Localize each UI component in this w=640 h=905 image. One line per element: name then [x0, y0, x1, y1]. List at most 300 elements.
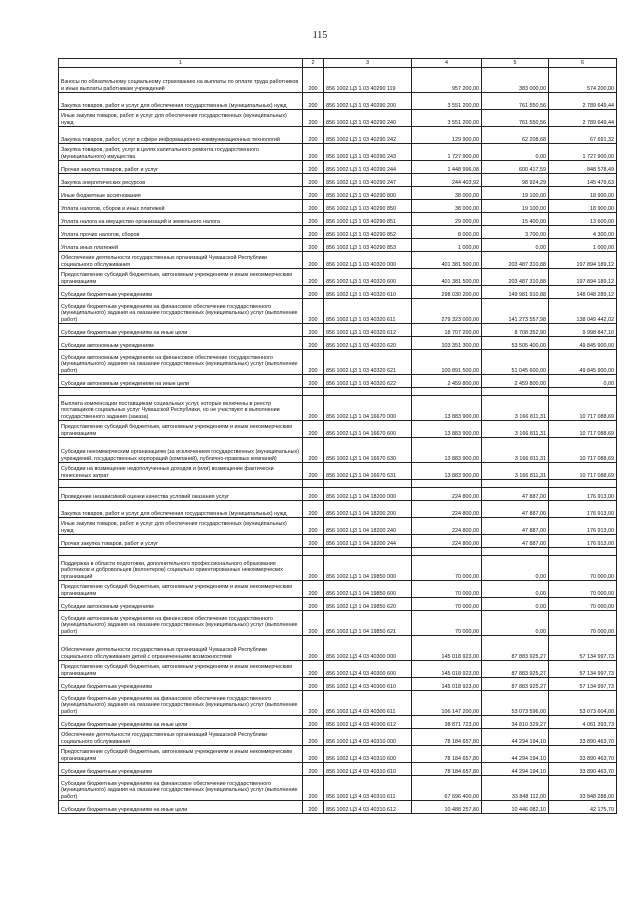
executed-amount-cell: 44 294 194,10: [482, 763, 549, 776]
executed-amount-cell: 0,00: [482, 556, 549, 581]
table-row: [59, 678, 617, 691]
approved-amount-cell: 78 184 657,80: [412, 729, 482, 746]
approved-amount-cell: 70 000,00: [412, 556, 482, 581]
line-code-cell: 200: [303, 161, 324, 174]
approved-amount-cell: 1 448 996,08: [412, 161, 482, 174]
executed-amount-cell: 47 887,00: [482, 488, 549, 501]
budget-classification-cell: 856 1002 Ц3 1 03 40320 622: [324, 375, 412, 388]
remaining-amount-cell: 57 134 997,73: [549, 636, 617, 661]
budget-classification-cell: 856 1002 Ц3 1 04 19850 621: [324, 611, 412, 636]
budget-classification-cell: 856 1002 Ц3 1 03 40320 612: [324, 324, 412, 337]
table-row: [59, 501, 617, 518]
budget-classification-cell: 856 1002 Ц3 4 03 40310 000: [324, 729, 412, 746]
approved-amount-cell: 1 727 900,00: [412, 144, 482, 161]
line-code-cell: 200: [303, 438, 324, 463]
remaining-amount-cell: 148 048 289,12: [549, 286, 617, 299]
remaining-amount-cell: 176 913,00: [549, 518, 617, 535]
column-number: 4: [412, 59, 482, 68]
remaining-amount-cell: 70 000,00: [549, 598, 617, 611]
table-row: [59, 438, 617, 463]
table-row: [59, 269, 617, 286]
expense-name-cell: Субсидии автономным учреждениям на финансовое обеспечение государственного (муниципального) задания на оказание государственных (муниципальных) услуг (выполнение работ): [59, 350, 303, 375]
approved-amount-cell: 224 800,00: [412, 535, 482, 548]
table-row: [59, 286, 617, 299]
approved-amount-cell: 78 184 657,80: [412, 763, 482, 776]
expense-name-cell: Субсидии бюджетным учреждениям: [59, 678, 303, 691]
table-row: [59, 598, 617, 611]
expense-name-cell: Уплата иных платежей: [59, 239, 303, 252]
approved-amount-cell: 38 000,00: [412, 200, 482, 213]
line-code-cell: 200: [303, 661, 324, 678]
expense-name-cell: Субсидии на возмещение недополученных доходов и (или) возмещение фактически понесенных затрат: [59, 463, 303, 480]
budget-classification-cell: 856 1002 Ц3 1 04 18200 240: [324, 518, 412, 535]
line-code-cell: 200: [303, 716, 324, 729]
line-code-cell: 200: [303, 239, 324, 252]
table-row: [59, 187, 617, 200]
spacer-row: [59, 480, 617, 488]
budget-classification-cell: 856 1002 Ц3 1 04 18200 244: [324, 535, 412, 548]
expense-name-cell: Предоставление субсидий бюджетным, автономным учреждениям и иным некоммерческим организациям: [59, 746, 303, 763]
column-number: 6: [549, 59, 617, 68]
expense-name-cell: Уплата прочих налогов, сборов: [59, 226, 303, 239]
approved-amount-cell: 67 696 400,00: [412, 776, 482, 801]
remaining-amount-cell: 53 073 604,00: [549, 691, 617, 716]
executed-amount-cell: 53 073 596,00: [482, 691, 549, 716]
executed-amount-cell: 3 700,00: [482, 226, 549, 239]
approved-amount-cell: 18 707 200,00: [412, 324, 482, 337]
approved-amount-cell: 279 323 000,00: [412, 299, 482, 324]
remaining-amount-cell: 848 578,49: [549, 161, 617, 174]
table-row: [59, 93, 617, 110]
executed-amount-cell: 15 400,00: [482, 213, 549, 226]
expense-name-cell: Субсидии автономным учреждениям: [59, 598, 303, 611]
budget-classification-cell: 856 1002 Ц3 1 03 40290 200: [324, 93, 412, 110]
expense-name-cell: Субсидии автономным учреждениям: [59, 337, 303, 350]
remaining-amount-cell: 145 479,63: [549, 174, 617, 187]
remaining-amount-cell: 2 789 649,44: [549, 110, 617, 127]
remaining-amount-cell: 10 717 088,69: [549, 463, 617, 480]
table-row: [59, 763, 617, 776]
approved-amount-cell: 1 000,00: [412, 239, 482, 252]
executed-amount-cell: 761 550,56: [482, 110, 549, 127]
budget-classification-cell: 856 1002 Ц3 1 03 40290 853: [324, 239, 412, 252]
table-row: [59, 68, 617, 93]
table-row: [59, 226, 617, 239]
approved-amount-cell: 145 018 923,00: [412, 678, 482, 691]
line-code-cell: 200: [303, 763, 324, 776]
expense-name-cell: Закупка энергетических ресурсов: [59, 174, 303, 187]
line-code-cell: 200: [303, 324, 324, 337]
column-number: 2: [303, 59, 324, 68]
remaining-amount-cell: 42 175,70: [549, 801, 617, 814]
spacer-cell: [324, 388, 412, 396]
expense-name-cell: Закупка товаров, работ и услуг для обеспечения государственных (муниципальных) нужд: [59, 93, 303, 110]
approved-amount-cell: 100 891 500,00: [412, 350, 482, 375]
executed-amount-cell: 0,00: [482, 611, 549, 636]
remaining-amount-cell: 1 727 900,00: [549, 144, 617, 161]
remaining-amount-cell: 10 717 088,69: [549, 438, 617, 463]
table-row: [59, 463, 617, 480]
column-number: 1: [59, 59, 303, 68]
approved-amount-cell: 106 147 200,00: [412, 691, 482, 716]
approved-amount-cell: 129 900,00: [412, 127, 482, 144]
line-code-cell: 200: [303, 581, 324, 598]
expense-name-cell: Проведение независимой оценки качества условий оказания услуг: [59, 488, 303, 501]
spacer-cell: [549, 548, 617, 556]
expense-name-cell: Выплата компенсации поставщикам социальных услуг, которые включены в реестр поставщиков социальных услуг Чувашской Республики, но не участвуют в выполнении государственного задания (заказа): [59, 396, 303, 421]
executed-amount-cell: 33 848 112,00: [482, 776, 549, 801]
remaining-amount-cell: 49 845 900,00: [549, 337, 617, 350]
remaining-amount-cell: 2 789 649,44: [549, 93, 617, 110]
approved-amount-cell: 401 381 500,00: [412, 269, 482, 286]
approved-amount-cell: 70 000,00: [412, 611, 482, 636]
budget-classification-cell: 856 1002 Ц3 4 03 40300 610: [324, 678, 412, 691]
budget-classification-cell: 856 1002 Ц3 1 03 40320 600: [324, 269, 412, 286]
budget-classification-cell: 856 1002 Ц3 4 03 40310 612: [324, 801, 412, 814]
line-code-cell: 200: [303, 396, 324, 421]
table-row: [59, 611, 617, 636]
approved-amount-cell: 224 800,00: [412, 518, 482, 535]
executed-amount-cell: 0,00: [482, 239, 549, 252]
budget-classification-cell: 856 1002 Ц3 1 03 40290 119: [324, 68, 412, 93]
line-code-cell: 200: [303, 144, 324, 161]
line-code-cell: 200: [303, 252, 324, 269]
budget-classification-cell: 856 1002 Ц3 1 03 40290 851: [324, 213, 412, 226]
remaining-amount-cell: 33 890 463,70: [549, 746, 617, 763]
expense-name-cell: Предоставление субсидий бюджетным, автономным учреждениям и иным некоммерческим организациям: [59, 661, 303, 678]
approved-amount-cell: 8 000,00: [412, 226, 482, 239]
budget-classification-cell: 856 1002 Ц3 1 03 40290 852: [324, 226, 412, 239]
expense-name-cell: Субсидии автономным учреждениям на финансовое обеспечение государственного (муниципального) задания на оказание государственных (муниципальных) услуг (выполнение работ): [59, 611, 303, 636]
line-code-cell: 200: [303, 226, 324, 239]
expense-name-cell: Субсидии бюджетным учреждениям: [59, 763, 303, 776]
executed-amount-cell: 87 883 925,27: [482, 661, 549, 678]
executed-amount-cell: 3 166 811,31: [482, 463, 549, 480]
approved-amount-cell: 957 200,00: [412, 68, 482, 93]
spacer-cell: [482, 388, 549, 396]
table-row: [59, 337, 617, 350]
budget-classification-cell: 856 1002 Ц3 1 03 40320 610: [324, 286, 412, 299]
remaining-amount-cell: 197 894 189,12: [549, 269, 617, 286]
executed-amount-cell: 87 883 925,27: [482, 678, 549, 691]
budget-classification-cell: 856 1002 Ц3 1 03 40320 000: [324, 252, 412, 269]
expense-name-cell: Субсидии бюджетным учреждениям: [59, 286, 303, 299]
table-row: [59, 396, 617, 421]
line-code-cell: 200: [303, 678, 324, 691]
expense-name-cell: Прочая закупка товаров, работ и услуг: [59, 535, 303, 548]
executed-amount-cell: 44 294 194,10: [482, 746, 549, 763]
spacer-row: [59, 548, 617, 556]
remaining-amount-cell: 33 890 463,70: [549, 729, 617, 746]
column-number: 3: [324, 59, 412, 68]
remaining-amount-cell: 13 600,00: [549, 213, 617, 226]
table-row: [59, 729, 617, 746]
expense-name-cell: Субсидии бюджетным учреждениям на финансовое обеспечение государственного (муниципального) задания на оказание государственных (муниципальных) услуг (выполнение работ): [59, 691, 303, 716]
table-row: [59, 299, 617, 324]
table-row: [59, 746, 617, 763]
spacer-cell: [482, 480, 549, 488]
remaining-amount-cell: 10 717 088,69: [549, 421, 617, 438]
budget-classification-cell: 856 1002 Ц3 1 04 18200 200: [324, 501, 412, 518]
executed-amount-cell: 19 100,00: [482, 187, 549, 200]
table-body: [59, 68, 617, 814]
approved-amount-cell: 224 800,00: [412, 501, 482, 518]
approved-amount-cell: 401 381 500,00: [412, 252, 482, 269]
line-code-cell: 200: [303, 556, 324, 581]
line-code-cell: 200: [303, 421, 324, 438]
expense-name-cell: Предоставление субсидий бюджетным, автономным учреждениям и иным некоммерческим организациям: [59, 269, 303, 286]
executed-amount-cell: 87 883 925,27: [482, 636, 549, 661]
approved-amount-cell: 2 459 800,00: [412, 375, 482, 388]
remaining-amount-cell: 176 913,00: [549, 535, 617, 548]
executed-amount-cell: 3 166 811,31: [482, 438, 549, 463]
expense-name-cell: Прочая закупка товаров, работ и услуг: [59, 161, 303, 174]
budget-classification-cell: 856 1002 Ц3 1 04 16670 600: [324, 421, 412, 438]
spacer-cell: [324, 548, 412, 556]
expense-name-cell: Закупка товаров, работ, услуг в целях капитального ремонта государственного (муниципального) имущества: [59, 144, 303, 161]
line-code-cell: 200: [303, 200, 324, 213]
table-row: [59, 324, 617, 337]
executed-amount-cell: 149 981 910,88: [482, 286, 549, 299]
budget-classification-cell: 856 1002 Ц3 1 03 40320 611: [324, 299, 412, 324]
approved-amount-cell: 70 000,00: [412, 581, 482, 598]
expense-name-cell: Уплата налогов, сборов и иных платежей: [59, 200, 303, 213]
budget-classification-cell: 856 1002 Ц3 4 03 40310 611: [324, 776, 412, 801]
approved-amount-cell: 224 800,00: [412, 488, 482, 501]
budget-classification-cell: 856 1002 Ц3 1 04 19850 620: [324, 598, 412, 611]
line-code-cell: 200: [303, 213, 324, 226]
remaining-amount-cell: 1 000,00: [549, 239, 617, 252]
spacer-cell: [482, 548, 549, 556]
budget-classification-cell: 856 1002 Ц3 4 03 40300 611: [324, 691, 412, 716]
expense-name-cell: Предоставление субсидий бюджетным, автономным учреждениям и иным некоммерческим организациям: [59, 421, 303, 438]
line-code-cell: 200: [303, 488, 324, 501]
table-row: [59, 421, 617, 438]
executed-amount-cell: 34 810 329,27: [482, 716, 549, 729]
remaining-amount-cell: 176 913,00: [549, 501, 617, 518]
table-row: [59, 127, 617, 144]
approved-amount-cell: 145 018 923,00: [412, 636, 482, 661]
budget-classification-cell: 856 1002 Ц3 1 03 40290 242: [324, 127, 412, 144]
executed-amount-cell: 3 166 811,31: [482, 396, 549, 421]
budget-classification-cell: 856 1002 Ц3 1 03 40320 620: [324, 337, 412, 350]
table-row: [59, 518, 617, 535]
remaining-amount-cell: 33 848 288,00: [549, 776, 617, 801]
executed-amount-cell: 0,00: [482, 581, 549, 598]
executed-amount-cell: 51 045 600,00: [482, 350, 549, 375]
spacer-cell: [303, 388, 324, 396]
table-row: [59, 636, 617, 661]
line-code-cell: 200: [303, 93, 324, 110]
expense-name-cell: Обеспечение деятельности государственных организаций Чувашской Республики социального обслуживания: [59, 729, 303, 746]
spacer-cell: [549, 480, 617, 488]
table-row: [59, 200, 617, 213]
approved-amount-cell: 244 403,92: [412, 174, 482, 187]
executed-amount-cell: 3 166 811,31: [482, 421, 549, 438]
executed-amount-cell: 0,00: [482, 144, 549, 161]
spacer-cell: [412, 388, 482, 396]
approved-amount-cell: 78 184 657,80: [412, 746, 482, 763]
table-row: [59, 801, 617, 814]
executed-amount-cell: 203 487 310,88: [482, 252, 549, 269]
expense-name-cell: Предоставление субсидий бюджетным, автономным учреждениям и иным некоммерческим организациям: [59, 581, 303, 598]
expense-name-cell: Уплата налога на имущество организаций и земельного налога: [59, 213, 303, 226]
expense-name-cell: Взносы по обязательному социальному страхованию на выплаты по оплате труда работников и иные выплаты работникам учреждений: [59, 68, 303, 93]
table-row: [59, 488, 617, 501]
spacer-row: [59, 388, 617, 396]
remaining-amount-cell: 67 691,32: [549, 127, 617, 144]
spacer-cell: [59, 480, 303, 488]
table-row: [59, 239, 617, 252]
expense-name-cell: Обеспечение деятельности государственных организаций Чувашской Республики социального обслуживания детей с ограниченными возможностями: [59, 636, 303, 661]
remaining-amount-cell: 4 300,00: [549, 226, 617, 239]
budget-classification-cell: 856 1002 Ц3 4 03 40300 000: [324, 636, 412, 661]
executed-amount-cell: 761 550,56: [482, 93, 549, 110]
line-code-cell: 200: [303, 269, 324, 286]
executed-amount-cell: 600 417,59: [482, 161, 549, 174]
executed-amount-cell: 47 887,00: [482, 535, 549, 548]
budget-classification-cell: 856 1002 Ц3 1 03 40290 244: [324, 161, 412, 174]
table-row: [59, 161, 617, 174]
remaining-amount-cell: 70 000,00: [549, 556, 617, 581]
table-row: [59, 350, 617, 375]
budget-classification-cell: 856 1002 Ц3 1 03 40290 800: [324, 187, 412, 200]
remaining-amount-cell: 18 900,00: [549, 187, 617, 200]
spacer-cell: [303, 480, 324, 488]
expense-name-cell: Обеспечение деятельности государственных организаций Чувашской Республики социального обслуживания: [59, 252, 303, 269]
executed-amount-cell: 0,00: [482, 598, 549, 611]
remaining-amount-cell: 49 845 900,00: [549, 350, 617, 375]
table-row: [59, 213, 617, 226]
line-code-cell: 200: [303, 746, 324, 763]
page-number: 115: [312, 30, 328, 41]
approved-amount-cell: 13 883 900,00: [412, 463, 482, 480]
approved-amount-cell: 3 551 200,00: [412, 93, 482, 110]
executed-amount-cell: 383 000,00: [482, 68, 549, 93]
remaining-amount-cell: 57 134 997,73: [549, 661, 617, 678]
remaining-amount-cell: 197 894 189,12: [549, 252, 617, 269]
spacer-cell: [303, 548, 324, 556]
budget-classification-cell: 856 1002 Ц3 4 03 40310 600: [324, 746, 412, 763]
budget-classification-cell: 856 1002 Ц3 1 04 19850 000: [324, 556, 412, 581]
expense-name-cell: Субсидии некоммерческим организациям (за исключением государственных (муниципальных) учреждений, государственных корпораций (компаний), публично-правовых компаний): [59, 438, 303, 463]
approved-amount-cell: 145 018 923,00: [412, 661, 482, 678]
remaining-amount-cell: 0,00: [549, 375, 617, 388]
expense-name-cell: Субсидии бюджетным учреждениям на иные цели: [59, 801, 303, 814]
budget-classification-cell: 856 1002 Ц3 1 03 40290 240: [324, 110, 412, 127]
spacer-cell: [324, 480, 412, 488]
line-code-cell: 200: [303, 691, 324, 716]
approved-amount-cell: 38 871 723,00: [412, 716, 482, 729]
spacer-cell: [549, 388, 617, 396]
executed-amount-cell: 19 100,00: [482, 200, 549, 213]
budget-classification-cell: 856 1002 Ц3 1 04 16670 630: [324, 438, 412, 463]
line-code-cell: 200: [303, 463, 324, 480]
budget-classification-cell: 856 1002 Ц3 1 03 40290 243: [324, 144, 412, 161]
table-row: [59, 174, 617, 187]
line-code-cell: 200: [303, 187, 324, 200]
remaining-amount-cell: 57 134 997,73: [549, 678, 617, 691]
approved-amount-cell: 38 000,00: [412, 187, 482, 200]
expense-name-cell: Иные закупки товаров, работ и услуг для обеспечения государственных (муниципальных) нужд: [59, 518, 303, 535]
remaining-amount-cell: 18 900,00: [549, 200, 617, 213]
table-row: [59, 375, 617, 388]
spacer-cell: [412, 480, 482, 488]
line-code-cell: 200: [303, 68, 324, 93]
budget-classification-cell: 856 1002 Ц3 4 03 40310 610: [324, 763, 412, 776]
remaining-amount-cell: 574 200,00: [549, 68, 617, 93]
expense-name-cell: Иные закупки товаров, работ и услуг для обеспечения государственных (муниципальных) нужд: [59, 110, 303, 127]
approved-amount-cell: 103 351 300,00: [412, 337, 482, 350]
table-row: [59, 252, 617, 269]
executed-amount-cell: 47 887,00: [482, 518, 549, 535]
executed-amount-cell: 203 487 310,88: [482, 269, 549, 286]
line-code-cell: 200: [303, 127, 324, 144]
line-code-cell: 200: [303, 337, 324, 350]
approved-amount-cell: 3 551 200,00: [412, 110, 482, 127]
table-row: [59, 661, 617, 678]
line-code-cell: 200: [303, 636, 324, 661]
executed-amount-cell: 10 446 082,10: [482, 801, 549, 814]
line-code-cell: 200: [303, 299, 324, 324]
spacer-cell: [59, 388, 303, 396]
budget-classification-cell: 856 1002 Ц3 4 03 40300 612: [324, 716, 412, 729]
budget-classification-cell: 856 1002 Ц3 4 03 40300 600: [324, 661, 412, 678]
remaining-amount-cell: 70 000,00: [549, 611, 617, 636]
executed-amount-cell: 47 887,00: [482, 501, 549, 518]
executed-amount-cell: 53 505 400,00: [482, 337, 549, 350]
approved-amount-cell: 10 488 257,80: [412, 801, 482, 814]
column-number: 5: [482, 59, 549, 68]
budget-classification-cell: 856 1002 Ц3 1 03 40290 247: [324, 174, 412, 187]
spacer-cell: [412, 548, 482, 556]
budget-classification-cell: 856 1002 Ц3 1 04 16670 000: [324, 396, 412, 421]
table-row: [59, 110, 617, 127]
line-code-cell: 200: [303, 776, 324, 801]
line-code-cell: 200: [303, 729, 324, 746]
executed-amount-cell: 2 459 800,00: [482, 375, 549, 388]
budget-classification-cell: 856 1002 Ц3 1 04 16670 631: [324, 463, 412, 480]
line-code-cell: 200: [303, 598, 324, 611]
approved-amount-cell: 13 883 900,00: [412, 396, 482, 421]
expense-name-cell: Субсидии бюджетным учреждениям на финансовое обеспечение государственного (муниципального) задания на оказание государственных (муниципальных) услуг (выполнение работ): [59, 776, 303, 801]
expense-name-cell: Субсидии автономным учреждениям на иные цели: [59, 375, 303, 388]
expense-name-cell: Субсидии бюджетным учреждениям на финансовое обеспечение государственного (муниципального) задания на оказание государственных (муниципальных) услуг (выполнение работ): [59, 299, 303, 324]
expense-name-cell: Закупка товаров, работ и услуг для обеспечения государственных (муниципальных) нужд: [59, 501, 303, 518]
remaining-amount-cell: 4 061 393,73: [549, 716, 617, 729]
spacer-cell: [59, 548, 303, 556]
executed-amount-cell: 141 273 557,98: [482, 299, 549, 324]
remaining-amount-cell: 33 890 463,70: [549, 763, 617, 776]
executed-amount-cell: 98 924,29: [482, 174, 549, 187]
approved-amount-cell: 298 030 200,00: [412, 286, 482, 299]
remaining-amount-cell: 70 000,00: [549, 581, 617, 598]
executed-amount-cell: 44 294 194,10: [482, 729, 549, 746]
line-code-cell: 200: [303, 375, 324, 388]
approved-amount-cell: 70 000,00: [412, 598, 482, 611]
budget-classification-cell: 856 1002 Ц3 1 03 40290 850: [324, 200, 412, 213]
line-code-cell: 200: [303, 611, 324, 636]
line-code-cell: 200: [303, 174, 324, 187]
line-code-cell: 200: [303, 535, 324, 548]
remaining-amount-cell: 9 998 847,10: [549, 324, 617, 337]
line-code-cell: 200: [303, 286, 324, 299]
table-row: [59, 144, 617, 161]
budget-execution-table: [58, 58, 617, 814]
budget-classification-cell: 856 1002 Ц3 1 04 19850 600: [324, 581, 412, 598]
approved-amount-cell: 13 883 900,00: [412, 438, 482, 463]
line-code-cell: 200: [303, 110, 324, 127]
